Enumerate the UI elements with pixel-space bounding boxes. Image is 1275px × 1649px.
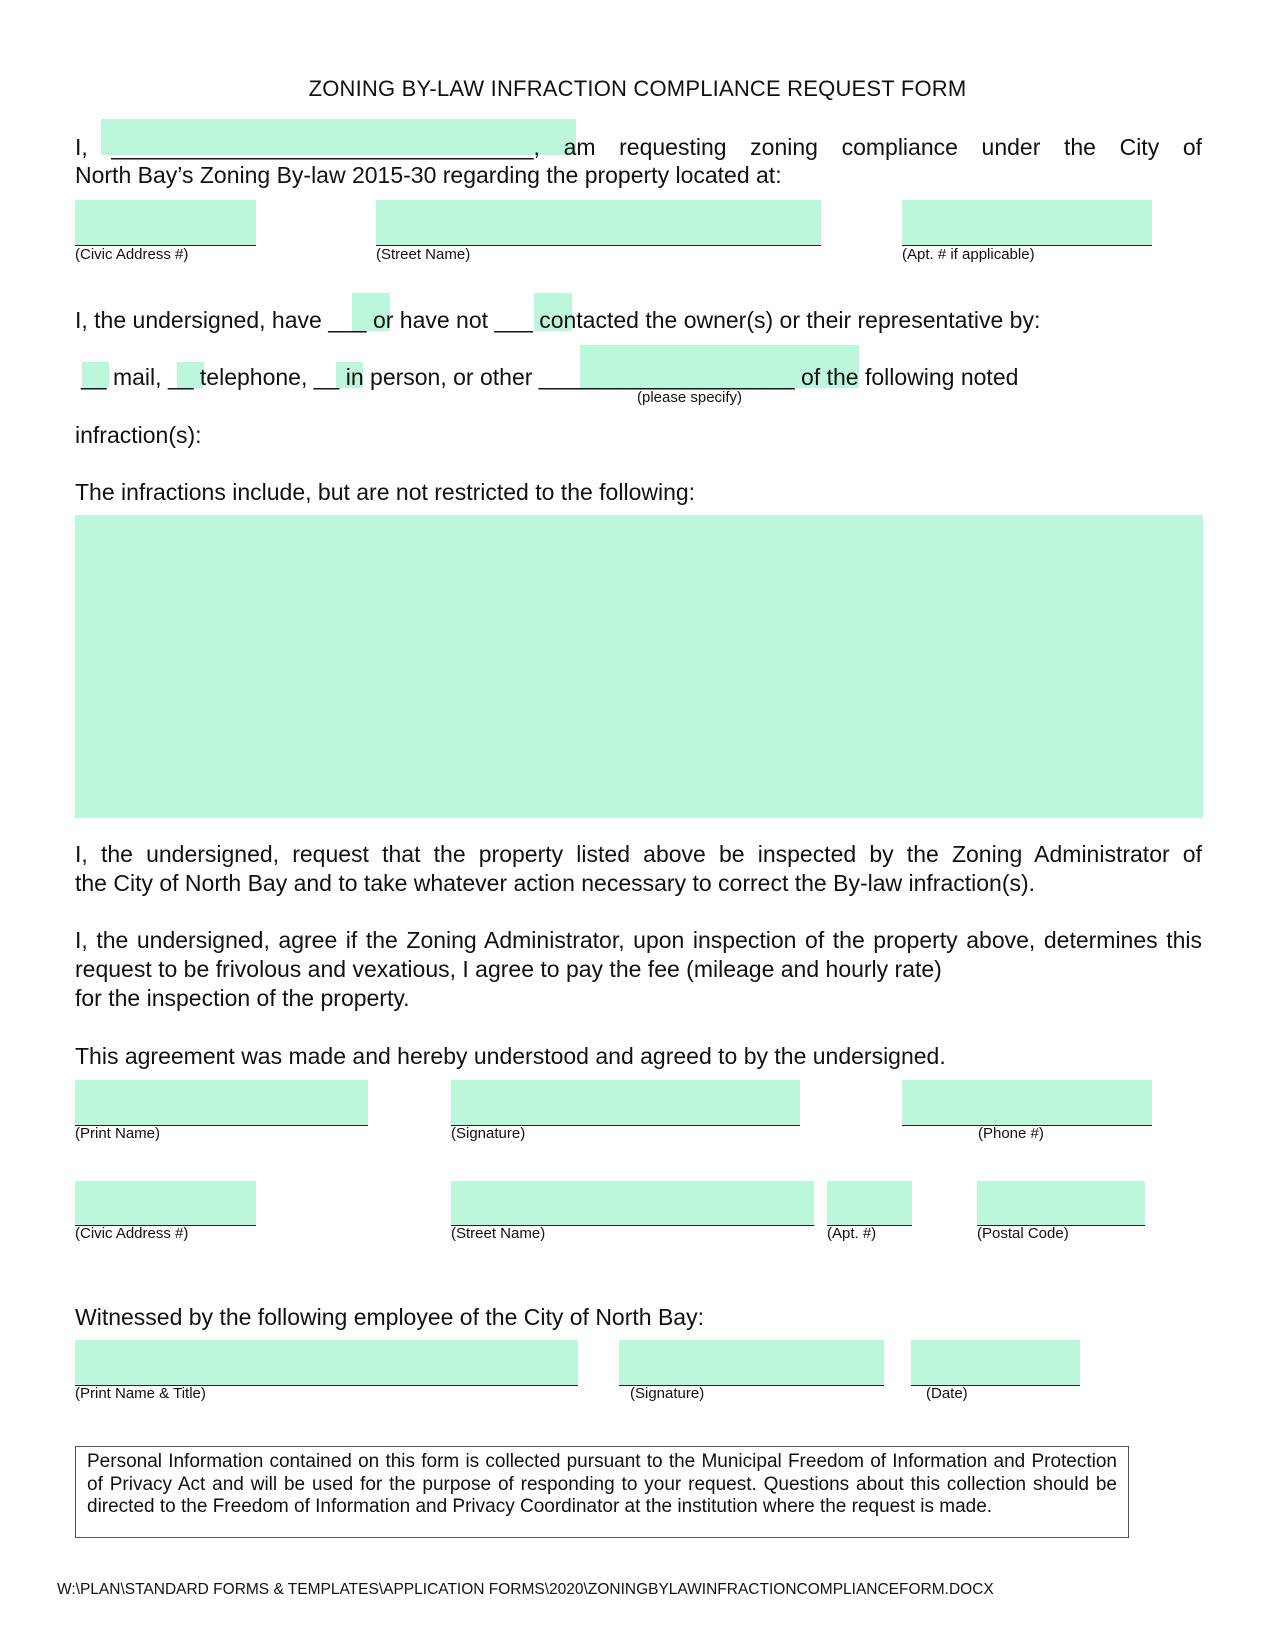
property-civic-input[interactable]: [75, 200, 256, 245]
intro-line-2: North Bay’s Zoning By-law 2015-30 regarding the property located at:: [75, 162, 782, 188]
telephone-blank: __: [167, 364, 194, 390]
infractions-textarea[interactable]: [75, 515, 1203, 818]
witness-print-name-input[interactable]: [75, 1340, 578, 1385]
print-name-label: (Print Name): [75, 1125, 161, 1142]
witness-print-name-label: (Print Name & Title): [75, 1385, 206, 1402]
have-not-blank: ___: [494, 307, 533, 333]
footer-file-path: W:\PLAN\STANDARD FORMS & TEMPLATES\APPLICATION FORMS\2020\ZONINGBYLAWINFRACTIONCOMPLIANCEFORM.DOCX: [57, 1581, 994, 1598]
postal-code-field[interactable]: [977, 1181, 1145, 1225]
property-apt-input[interactable]: [902, 200, 1152, 245]
print-name-input[interactable]: [75, 1080, 368, 1125]
intro-line-1: [75, 133, 1202, 162]
property-street-field[interactable]: [376, 200, 821, 245]
agree-last-line: for the inspection of the property.: [75, 985, 410, 1011]
witness-date-label: (Date): [926, 1385, 968, 1402]
signature-label: (Signature): [451, 1125, 526, 1142]
signer-civic-input[interactable]: [75, 1181, 256, 1225]
following-label: of the following noted: [801, 364, 1019, 390]
infractions-intro: The infractions include, but are not restricted to the following:: [75, 479, 696, 505]
have-blank: ___: [328, 307, 367, 333]
mail-blank: __: [81, 364, 107, 390]
signer-civic-field[interactable]: [75, 1181, 256, 1225]
phone-label: (Phone #): [978, 1125, 1044, 1142]
form-title: ZONING BY-LAW INFRACTION COMPLIANCE REQUEST FORM: [308, 76, 967, 101]
methods-line: [81, 363, 1018, 391]
phone-field[interactable]: [902, 1080, 1152, 1125]
please-specify-label: (please specify): [637, 389, 743, 406]
request-line-1: I, the undersigned, request that the property listed above be inspected by the Zoning Administrator of: [75, 841, 1202, 867]
intro-line1-suffix: , am requesting zoning compliance under the City of: [533, 134, 1203, 160]
witness-print-name-field[interactable]: [75, 1340, 578, 1385]
witness-date-field[interactable]: [911, 1340, 1080, 1385]
property-civic-field[interactable]: [75, 200, 256, 245]
witness-signature-label: (Signature): [630, 1385, 705, 1402]
signer-street-input[interactable]: [451, 1181, 814, 1225]
signer-apt-label: (Apt. #): [827, 1225, 877, 1242]
property-street-input[interactable]: [376, 200, 821, 245]
witness-date-input[interactable]: [911, 1340, 1080, 1385]
in-person-label: in person, or other: [345, 364, 533, 390]
postal-code-input[interactable]: [977, 1181, 1145, 1225]
other-blank: ____________________: [538, 364, 795, 390]
infractions-label: infraction(s):: [75, 422, 202, 448]
agree-paragraph: [75, 926, 1202, 1013]
request-line-2: the City of North Bay and to take whatever action necessary to correct the By-law infraction(s).: [75, 870, 1036, 896]
in-person-blank: __: [313, 364, 340, 390]
signer-apt-input[interactable]: [827, 1181, 912, 1225]
contact-end: contacted the owner(s) or their representative by:: [539, 307, 1041, 333]
property-street-label: (Street Name): [376, 246, 471, 263]
intro-name-blank: _________________________________: [111, 134, 534, 160]
signature-field[interactable]: [451, 1080, 800, 1125]
agree-body: I, the undersigned, agree if the Zoning Administrator, upon inspection of the property above, determines this request to be frivolous and vexatious, I agree to pay the fee (mileage and hourly rate): [75, 927, 1202, 982]
postal-code-label: (Postal Code): [977, 1225, 1069, 1242]
property-apt-label: (Apt. # if applicable): [902, 246, 1035, 263]
signer-street-field[interactable]: [451, 1181, 814, 1225]
signer-street-label: (Street Name): [451, 1225, 546, 1242]
property-apt-field[interactable]: [902, 200, 1152, 245]
contact-middle: or have not: [372, 307, 489, 333]
property-civic-label: (Civic Address #): [75, 246, 189, 263]
signer-apt-field[interactable]: [827, 1181, 912, 1225]
print-name-field[interactable]: [75, 1080, 368, 1125]
witness-signature-field[interactable]: [619, 1340, 884, 1385]
contact-line: [75, 306, 1040, 334]
witness-heading: Witnessed by the following employee of the City of North Bay:: [75, 1304, 704, 1330]
contact-start: I, the undersigned, have: [75, 307, 322, 333]
telephone-label: telephone,: [199, 364, 308, 390]
privacy-notice: Personal Information contained on this form is collected pursuant to the Municipal Freedom of Information and Protection of Privacy Act and will be used for the purpose of responding to your request. Questions about this collection should be directed to the Freedom of Information and Privacy Coordinator at the institution where the request is made.: [75, 1446, 1129, 1538]
intro-prefix: I,: [75, 134, 88, 160]
mail-label: mail,: [112, 364, 162, 390]
phone-input[interactable]: [902, 1080, 1152, 1125]
agreement-statement: This agreement was made and hereby understood and agreed to by the undersigned.: [75, 1043, 946, 1069]
signer-civic-label: (Civic Address #): [75, 1225, 189, 1242]
